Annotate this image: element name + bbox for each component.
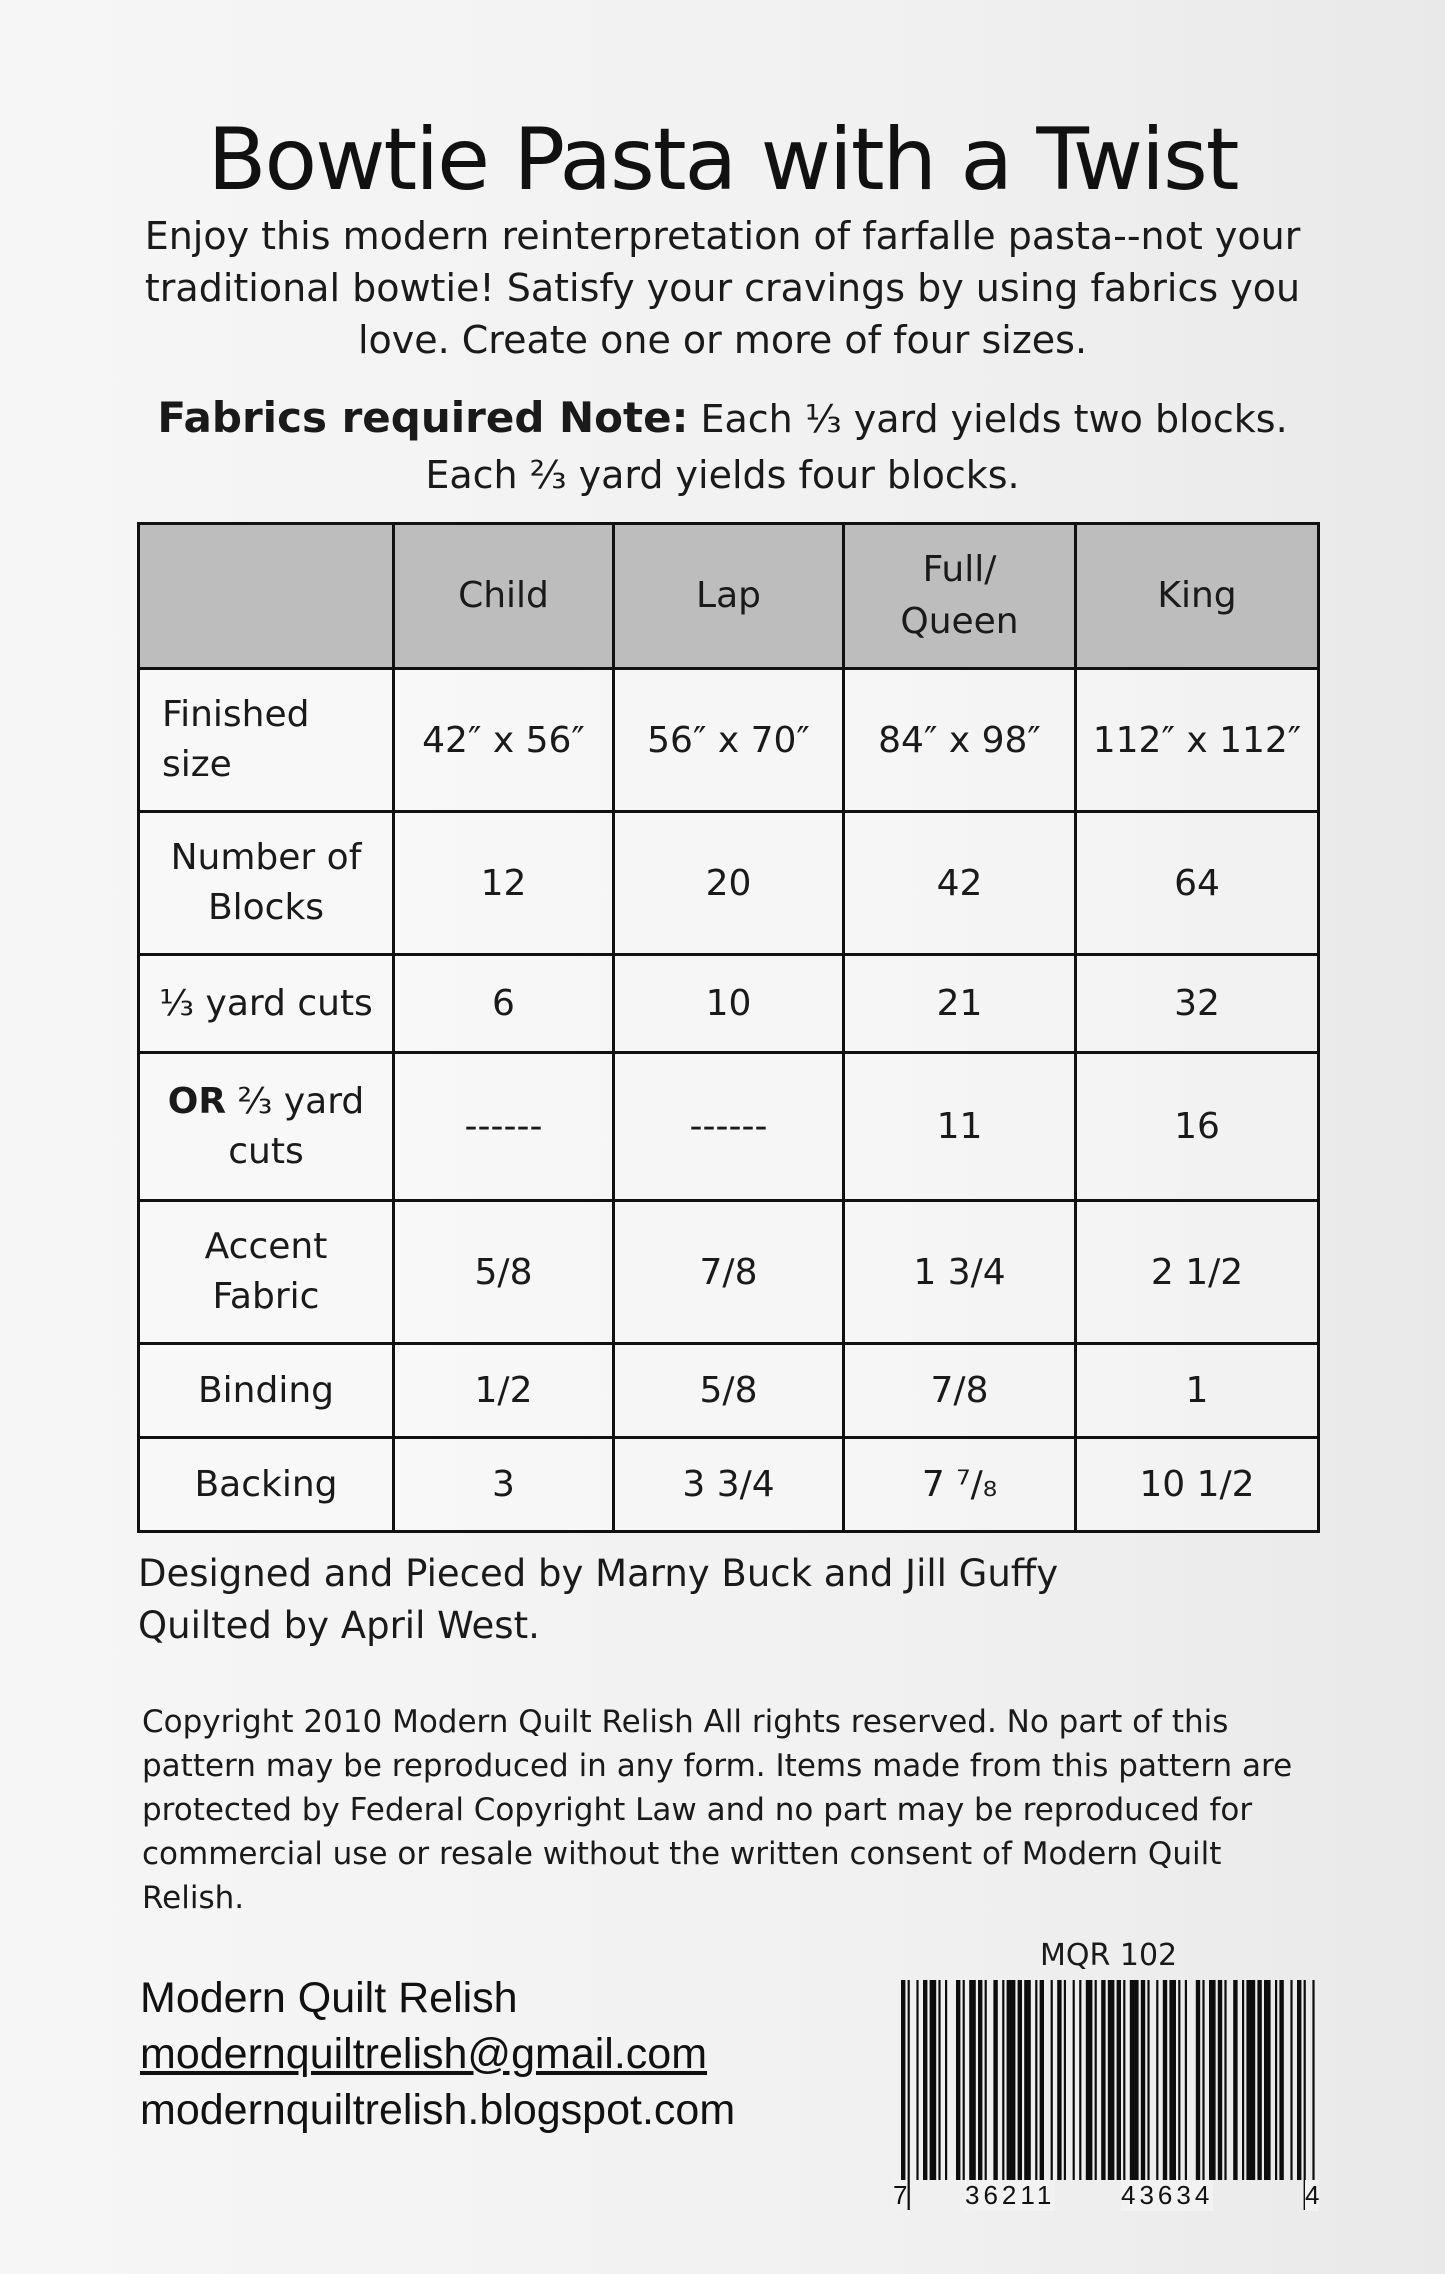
intro-text: [130, 210, 1315, 366]
barcode-bar: [1275, 1980, 1277, 2180]
table-row: [139, 1438, 1319, 1532]
table-cell: 1/2: [394, 1344, 614, 1438]
table-cell: 7/8: [844, 1344, 1076, 1438]
barcode-bar: [1279, 1980, 1283, 2180]
barcode-bar: [1123, 1980, 1125, 2180]
header-cell-child: Child: [394, 524, 614, 669]
table-cell: 1 3/4: [844, 1201, 1076, 1344]
barcode-bar: [1141, 1980, 1145, 2180]
contact-block: [140, 1970, 735, 2138]
table-cell: 5/8: [614, 1344, 844, 1438]
barcode-bar: [1156, 1980, 1158, 2180]
barcode-bar: [1002, 1980, 1004, 2180]
barcode-bar: [963, 1980, 965, 2180]
header-cell-full-queen: Full/ Queen: [844, 524, 1076, 669]
barcode-bar: [1064, 1980, 1066, 2180]
table-cell: 7 ⁷/₈: [844, 1438, 1076, 1532]
barcode-bar: [930, 1980, 937, 2180]
table-cell: 112″ x 112″: [1076, 669, 1319, 812]
fabric-note-line2: Each ⅔ yard yields four blocks.: [425, 453, 1020, 497]
barcode-bar: [956, 1980, 960, 2180]
fabric-note-line1: Each ⅓ yard yields two blocks.: [688, 397, 1288, 441]
barcode-bar: [1035, 1980, 1037, 2180]
barcode-lead-digit: 7: [893, 2180, 908, 2210]
fabric-note-heading: Fabrics required Note:: [157, 393, 689, 442]
table-cell: 6: [394, 955, 614, 1053]
row-label-text: ⅔ yard cuts: [226, 1080, 365, 1172]
table-cell: 10 1/2: [1076, 1438, 1319, 1532]
barcode-bar: [1169, 1980, 1176, 2180]
table-cell: 16: [1076, 1053, 1319, 1201]
row-label-or: OR: [167, 1080, 227, 1122]
credits: [138, 1548, 1058, 1652]
barcode-bar: [1147, 1980, 1149, 2180]
table-row: [139, 1053, 1319, 1201]
row-label-two-thirds-yard-cuts: [139, 1053, 394, 1201]
barcode-bar: [923, 1980, 927, 2180]
barcode-bar: [1163, 1980, 1167, 2180]
table-cell: 2 1/2: [1076, 1201, 1319, 1344]
row-label-number-of-blocks: Number of Blocks: [139, 812, 394, 955]
barcode-bar: [1202, 1980, 1204, 2180]
table-cell: 12: [394, 812, 614, 955]
barcode-bar: [1073, 1980, 1075, 2180]
barcode-bar: [985, 1980, 987, 2180]
barcode-bar: [1086, 1980, 1093, 2180]
table-cell: 21: [844, 955, 1076, 1053]
barcode-bar: [1057, 1980, 1061, 2180]
row-label-binding: Binding: [139, 1344, 394, 1438]
table-row: [139, 812, 1319, 955]
table-cell: 11: [844, 1053, 1076, 1201]
table-cell: 64: [1076, 812, 1319, 955]
intro-line: Enjoy this modern reinterpretation of farfalle pasta--not your: [144, 214, 1301, 258]
barcode-group-2: 43634: [1121, 2180, 1214, 2210]
barcode: [895, 1980, 1325, 2210]
barcode-bar: [1079, 1980, 1081, 2180]
intro-line: love. Create one or more of four sizes.: [357, 318, 1088, 362]
barcode-bar: [1024, 1980, 1031, 2210]
credits-quilter: Quilted by April West.: [138, 1604, 540, 1647]
table-cell: ------: [614, 1053, 844, 1201]
table-header-row: [139, 524, 1319, 669]
table-cell: ------: [394, 1053, 614, 1201]
barcode-bar: [978, 1980, 982, 2180]
header-cell-king: King: [1076, 524, 1319, 669]
table-cell: 32: [1076, 955, 1319, 1053]
table-cell: 42: [844, 812, 1076, 955]
barcode-bar: [908, 1980, 910, 2210]
barcode-bar: [1218, 1980, 1222, 2180]
barcode-bar: [1040, 1980, 1044, 2180]
barcode-bar: [1224, 1980, 1226, 2180]
barcode-group-1: 36211: [965, 2180, 1056, 2210]
barcode-bar: [1117, 1980, 1121, 2180]
copyright-notice: Copyright 2010 Modern Quilt Relish All rights reserved. No part of this pattern may be reproduced in any form. Items made from this pattern are protected by Federal Copyright Law and no part may be reproduced for commercial use or resale without the written consent of Modern Quilt Relish.: [142, 1704, 1293, 1916]
table-cell: 3: [394, 1438, 614, 1532]
barcode-check-digit: 4: [1305, 2180, 1320, 2210]
barcode-bar: [1095, 1980, 1097, 2180]
barcode-bar: [1209, 1980, 1216, 2180]
barcode-bar: [1196, 1980, 1200, 2180]
email-link[interactable]: modernquiltrelish@gmail.com: [140, 2030, 708, 2078]
barcode-bar: [1233, 1980, 1237, 2180]
fabric-requirements-table: [137, 522, 1320, 1533]
barcode-bar: [1246, 1980, 1255, 2180]
table-cell: 20: [614, 812, 844, 955]
company-name: Modern Quilt Relish: [140, 1974, 518, 2022]
table-cell: 1: [1076, 1344, 1319, 1438]
barcode-bar: [969, 1980, 976, 2180]
barcode-bar: [993, 1980, 997, 2180]
table-cell: 84″ x 98″: [844, 669, 1076, 812]
barcode-bar: [916, 1980, 918, 2180]
barcode-bar: [1297, 1980, 1301, 2180]
barcode-bar: [1185, 1980, 1187, 2180]
barcode-bar: [1290, 1980, 1292, 2180]
table-cell: 42″ x 56″: [394, 669, 614, 812]
barcode-bar: [1178, 1980, 1180, 2180]
barcode-bar: [1108, 1980, 1115, 2180]
table-cell: 5/8: [394, 1201, 614, 1344]
barcode-bar: [901, 1980, 905, 2210]
table-cell: 56″ x 70″: [614, 669, 844, 812]
row-label-third-yard-cuts: ⅓ yard cuts: [139, 955, 394, 1053]
header-cell-empty: [139, 524, 394, 669]
barcode-bar: [1018, 1980, 1022, 2210]
table-cell: 7/8: [614, 1201, 844, 1344]
header-cell-lap: Lap: [614, 524, 844, 669]
table-row: [139, 669, 1319, 812]
barcode-bar: [1007, 1980, 1016, 2180]
product-code: MQR 102: [1040, 1938, 1178, 1973]
barcode-bar: [1264, 1980, 1271, 2180]
page-title: Bowtie Pasta with a Twist: [207, 110, 1238, 210]
barcode-bar: [1242, 1980, 1244, 2180]
barcode-bar: [1101, 1980, 1105, 2180]
credits-designers: Designed and Pieced by Marny Buck and Jill Guffy: [138, 1552, 1059, 1595]
barcode-bar: [938, 1980, 940, 2180]
barcode-bar: [945, 1980, 947, 2180]
row-label-backing: Backing: [139, 1438, 394, 1532]
table-cell: 3 3/4: [614, 1438, 844, 1532]
table-cell: 10: [614, 955, 844, 1053]
barcode-bar: [1051, 1980, 1053, 2180]
barcode-bar: [1257, 1980, 1261, 2180]
row-label-accent-fabric: Accent Fabric: [139, 1201, 394, 1344]
row-label-finished-size: Finished size: [139, 669, 394, 812]
blog-link[interactable]: modernquiltrelish.blogspot.com: [140, 2086, 736, 2134]
fabric-note: [100, 390, 1345, 503]
barcode-bar: [1130, 1980, 1139, 2180]
table-row: [139, 1344, 1319, 1438]
barcode-bars: [895, 1980, 1325, 2210]
table-row: [139, 1201, 1319, 1344]
table-row: [139, 955, 1319, 1053]
intro-line: traditional bowtie! Satisfy your cravings by using fabrics you: [144, 266, 1301, 310]
barcode-bar: [1312, 1980, 1314, 2210]
barcode-bar: [1304, 1980, 1306, 2210]
